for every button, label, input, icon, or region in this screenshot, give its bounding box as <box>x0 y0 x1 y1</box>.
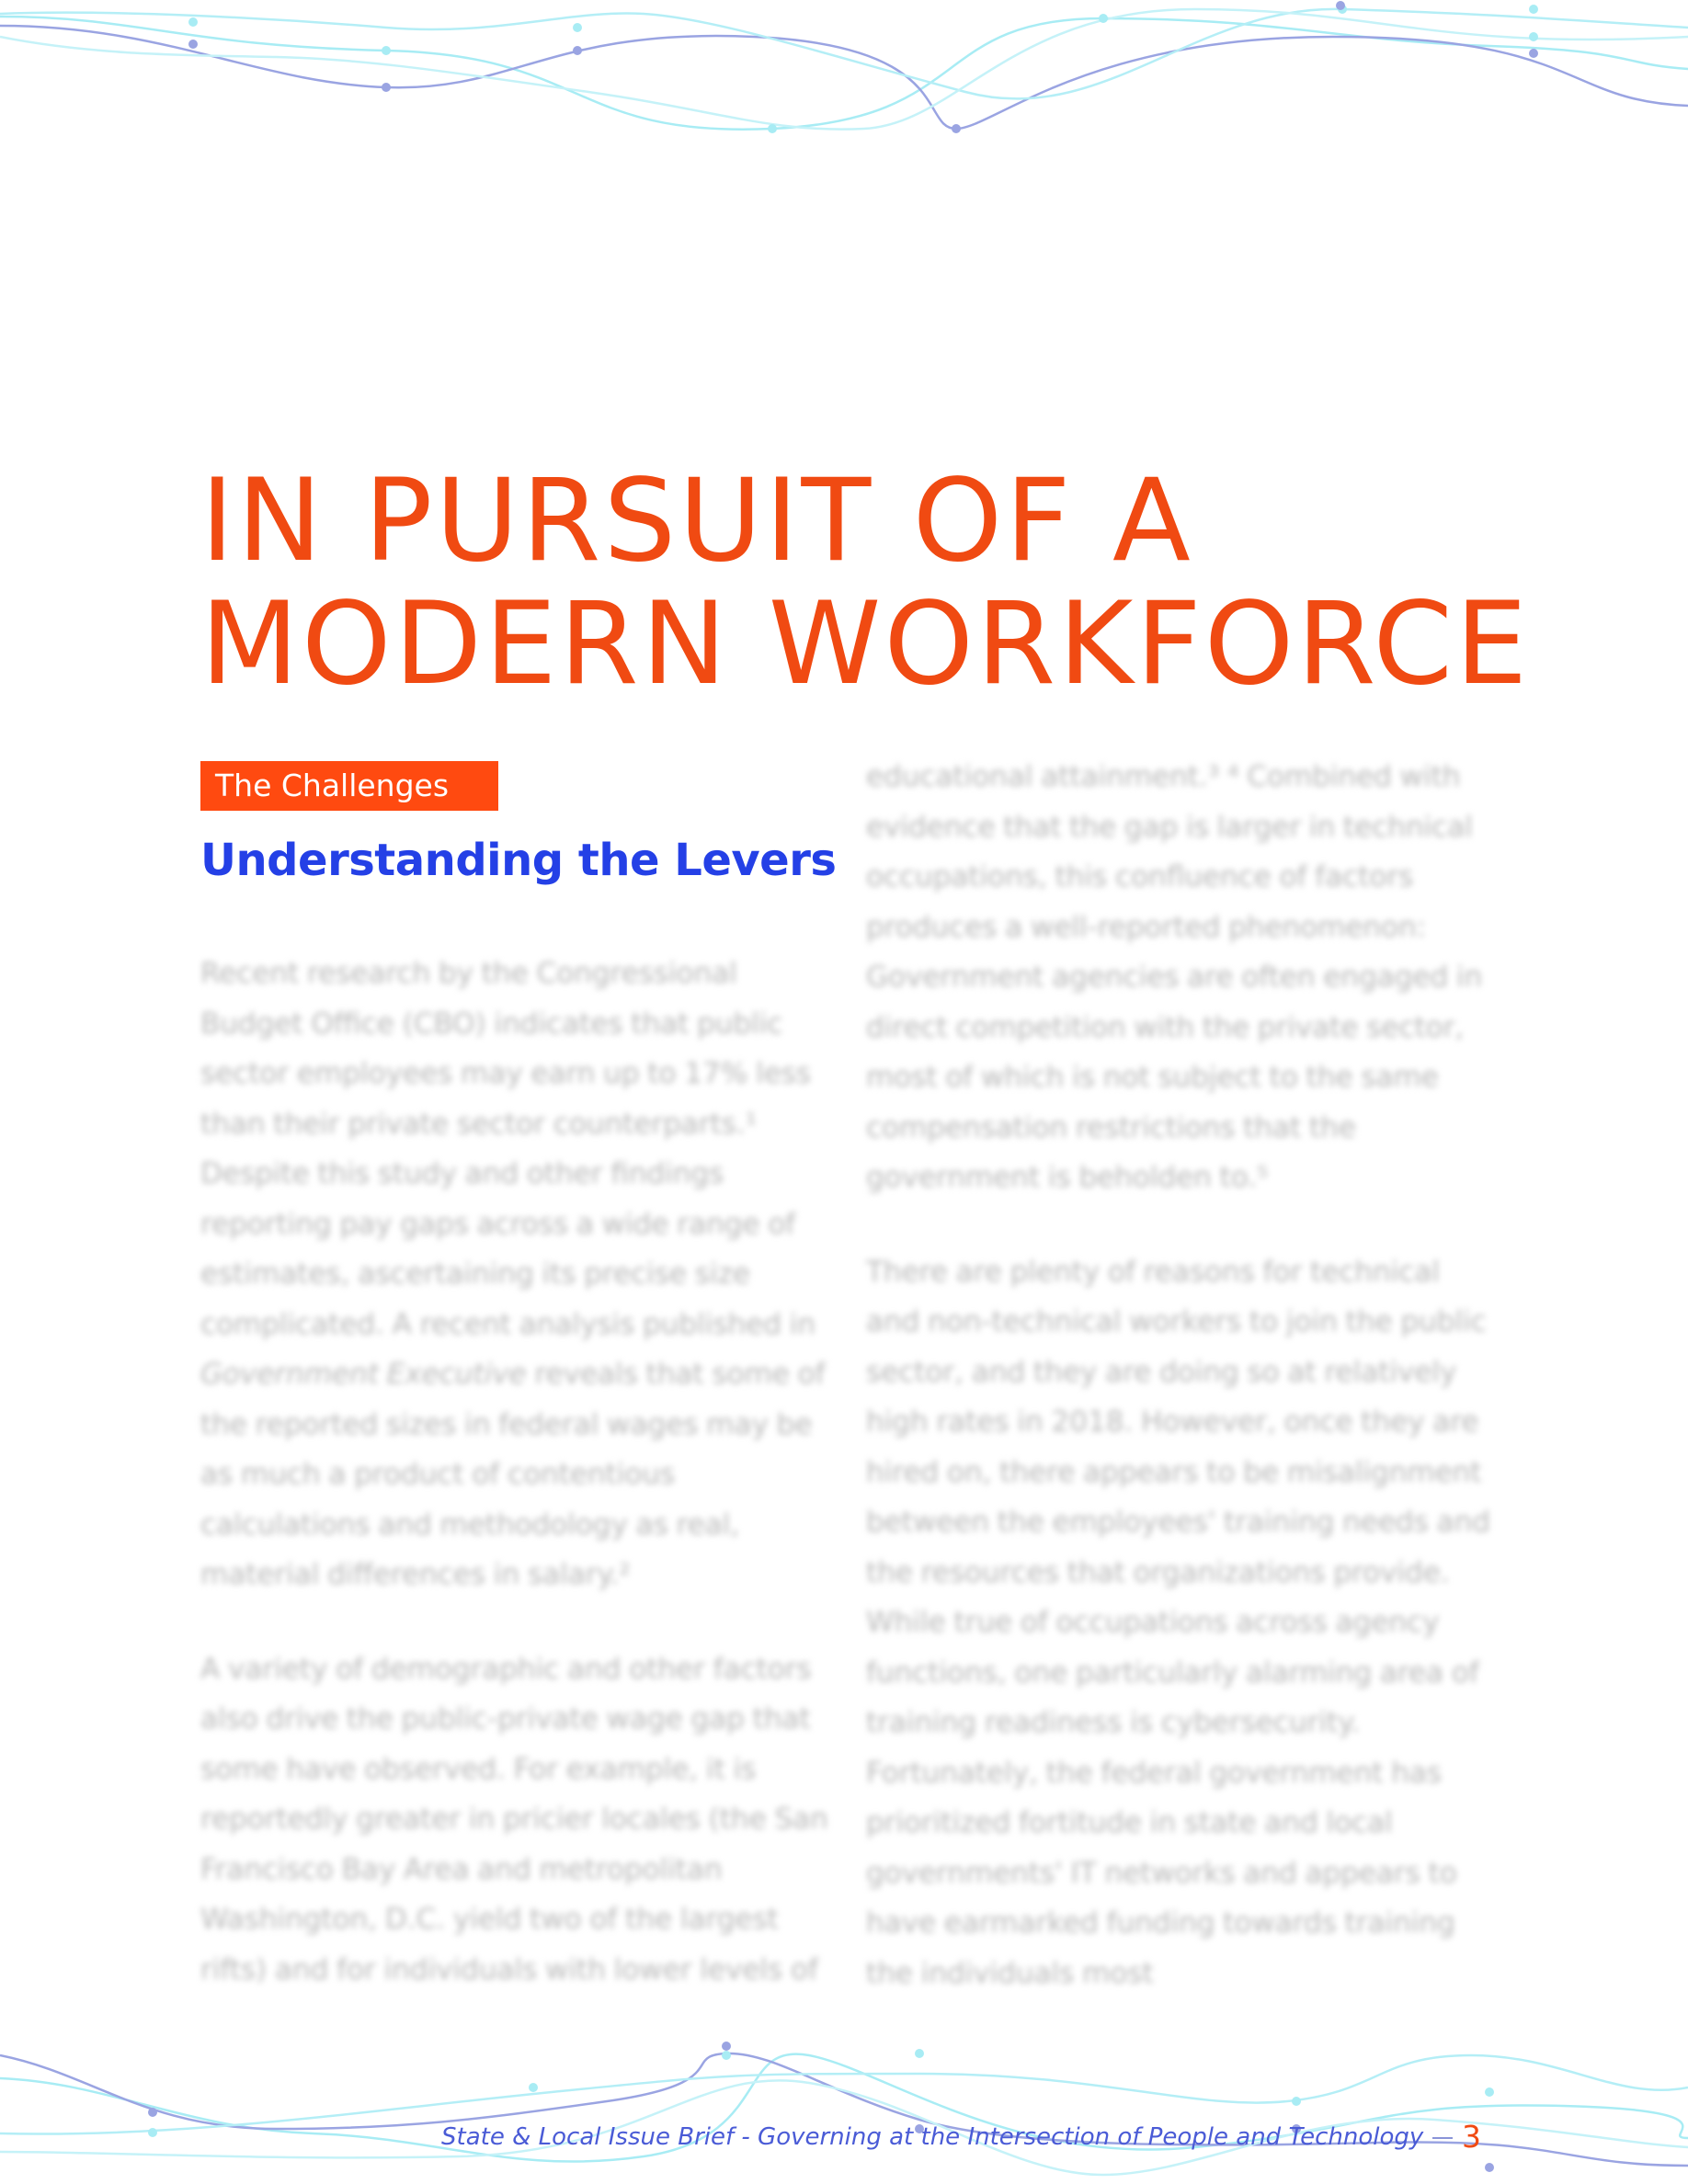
section-title: Understanding the Levers <box>200 835 837 886</box>
section-tag: The Challenges <box>200 761 498 811</box>
page-headline <box>200 455 1580 711</box>
page-number: 3 <box>1462 2119 1481 2155</box>
footer-separator <box>1432 2137 1453 2139</box>
left-column <box>200 761 837 1995</box>
right-paragraph-2: There are plenty of reasons for technical and non-technical workers to join the public sector, and they are doing so at relatively high rates in 2018. However, once they are hired on, there appears to be misalignment between the employees' training needs and the resources that organizations provide. While true of occupations across agency functions, one particularly alarming area of training readiness is cybersecurity. Fortunately, the federal government has prioritized fortitude in state and local governments' IT networks and appears to have earmarked funding towards training the individuals most <box>866 1255 1490 1990</box>
left-paragraph-1-text-a: Recent research by the Congressional Budget Office (CBO) indicates that public sector employees may earn up to 17% less than their private sector counterparts.¹ Despite this study and other findings reporting pay gaps across a wide range of estimates, ascertaining its precise size complicated. A recent analysis published in <box>200 957 815 1341</box>
bottom-wave-decoration <box>0 2037 1688 2184</box>
left-paragraph-1 <box>200 949 831 1600</box>
publication-title: Government Executive <box>200 1358 527 1391</box>
headline-line-1: IN PURSUIT OF A <box>200 455 1193 587</box>
right-paragraph-1: educational attainment.³ ⁴ Combined with evidence that the gap is larger in technical occupations, this confluence of factors produces a well-reported phenomenon: Government agencies are often engaged in direct competition with the private sector, most of which is not subject to the same compensation restrictions that the government is beholden to.⁵ <box>866 760 1483 1194</box>
headline-line-2: MODERN WORKFORCE <box>200 578 1531 711</box>
page-footer <box>0 2114 1688 2160</box>
left-paragraph-1-text-b: reveals that some of the reported sizes in federal wages may be as much a product of contentious calculations and methodology as real, material differences in salary.² <box>200 1358 826 1591</box>
top-wave-decoration <box>0 0 1688 147</box>
right-column <box>866 752 1497 1998</box>
left-paragraph-2: A variety of demographic and other factors also drive the public-private wage gap that some have observed. For example, it is reportedly greater in pricier locales (the San Francisco Bay Area and metropolitan Washington, D.C. yield two of the largest rifts) and for individuals with lower levels of <box>200 1652 828 1986</box>
footer-title: State & Local Issue Brief - Governing at the Intersection of People and Technology <box>441 2123 1424 2151</box>
